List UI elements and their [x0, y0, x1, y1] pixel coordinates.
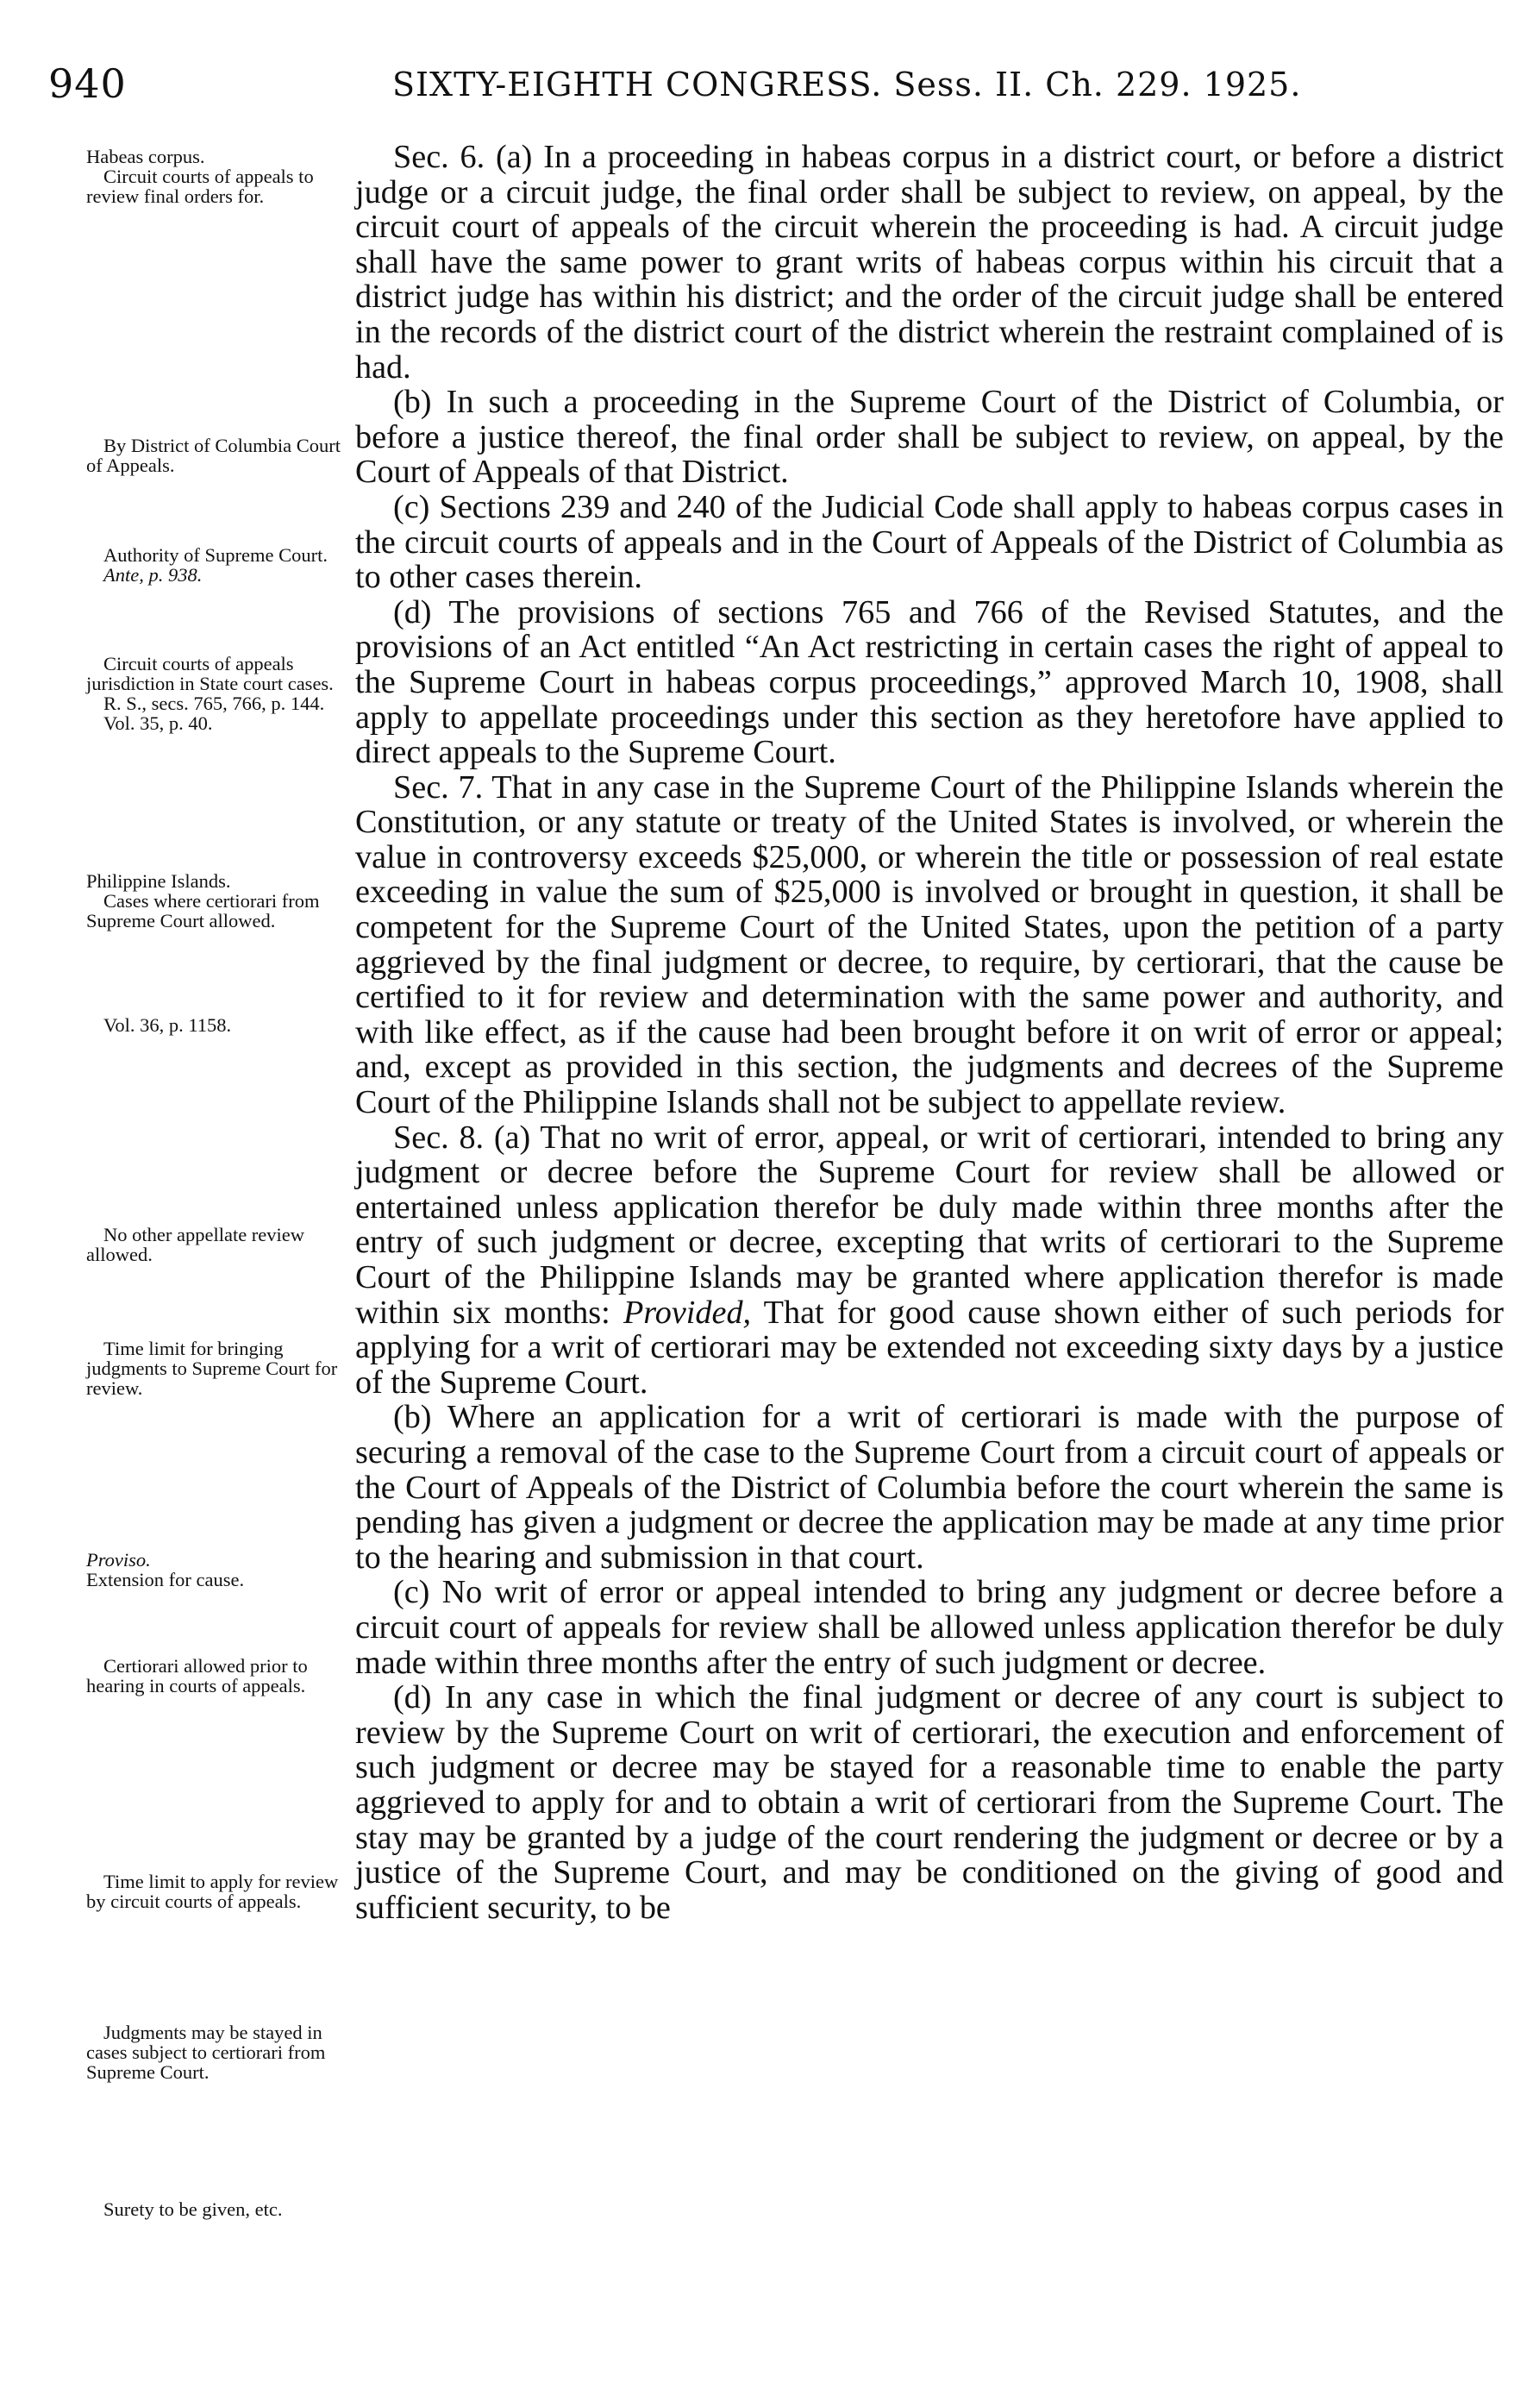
section-8-a-text: Sec. 8. (a) That no writ of error, appeal, or writ of certiorari, intended to bring any judgment or decree before the Supreme Court for review shall be allowed or entertained unless application therefor be duly made within three months after the entry of such judgment or decree, excepting that writs of certiorari to the Supreme Court of the Philippine Islands may be granted where application therefor is made within six months: [355, 1119, 1504, 1331]
margin-note-heading: Philippine Islands. [86, 870, 231, 892]
section-8-c: (c) No writ of error or appeal intended to bring any judgment or decree before a circuit court of appeals for review shall be allowed unless application therefor be duly made within three months after the entry of such judgment or decree. [355, 1574, 1504, 1681]
section-7: Sec. 7. That in any case in the Supreme Court of the Philippine Islands wherein the Constitution, or any statute or treaty of the United States is involved, or wherein the value in controversy exceeds $25,000, or wherein the title or possession of real estate exceeding in value the sum of $25,000 is involved or brought in question, it shall be competent for the Supreme Court of the United States, upon the petition of a party aggrieved by the final judgment or decree, to require, by certiorari, that the cause be certified to it for review and determination with the same power and authority, and with like effect, as if the cause had been brought before it on writ of error or appeal; and, except as provided in this section, the judgments and decrees of the Supreme Court of the Philippine Islands shall not be subject to appellate review. [355, 768, 1504, 1121]
margin-note-volume-36 [86, 1015, 354, 1035]
margin-note-surety [86, 2199, 354, 2219]
margin-note-text: Time limit for bringing judgments to Supreme Court for review. [86, 1338, 338, 1399]
margin-note-text: Judgments may be stayed in cases subject to certiorari from Supreme Court. [86, 2022, 326, 2083]
margin-note-text: Authority of Supreme Court. [103, 544, 328, 566]
section-6-c: (c) Sections 239 and 240 of the Judicial Code shall apply to habeas corpus cases in the circuit courts of appeals and in the Court of Appeals of the District of Columbia as to other cases therein. [355, 488, 1504, 596]
margin-note-text: Extension for cause. [86, 1569, 245, 1590]
statute-body [355, 140, 1504, 1925]
section-6-d: (d) The provisions of sections 765 and 766 of the Revised Statutes, and the provisions of an Act entitled “An Act restricting in certain cases the right of appeal to the Supreme Court in habeas corpus proceedings,” approved March 10, 1908, shall apply to appellate proceedings under this section as they heretofore have applied to direct appeals to the Supreme Court. [355, 593, 1504, 771]
margin-note-citation: Vol. 36, p. 1158. [103, 1014, 232, 1036]
margin-note-supreme-court-authority [86, 545, 354, 585]
margin-note-proviso [86, 1550, 354, 1590]
margin-note-text: Certiorari allowed prior to hearing in courts of appeals. [86, 1655, 308, 1696]
margin-note-text: Circuit courts of appeals to review final orders for. [86, 166, 314, 207]
section-8-b: (b) Where an application for a writ of certiorari is made with the purpose of securing a removal of the case to the Supreme Court from a circuit court of appeals or the Court of Appeals of the District of Columbia before the court wherein the same is pending has given a judgment or decree the application may be made at any time prior to the hearing and submission in that court. [355, 1399, 1504, 1576]
margin-note-heading: Habeas corpus. [86, 146, 205, 167]
margin-note-text: Time limit to apply for review by circuit courts of appeals. [86, 1871, 339, 1912]
margin-note-citation: R. S., secs. 765, 766, p. 144. [103, 693, 325, 714]
section-8-a-proviso-text: That for good cause shown either of such periods for applying for a writ of certiorari may be extended not exceeding sixty days by a justice of the Supreme Court. [355, 1294, 1504, 1401]
page-number: 940 [48, 60, 127, 107]
margin-note-philippine-islands [86, 871, 354, 931]
margin-note-text: Surety to be given, etc. [103, 2198, 283, 2220]
margin-note-district-of-columbia [86, 436, 354, 475]
section-8-a [355, 1120, 1504, 1401]
section-8-d: (d) In any case in which the final judgment or decree of any court is subject to review by the Supreme Court on writ of certiorari, the execution and enforcement of such judgment or decree may be stayed for a reasonable time to enable the party aggrieved to apply for and to obtain a writ of certiorari from the Supreme Court. The stay may be granted by a judge of the court rendering the judgment or decree or by a justice of the Supreme Court, and may be conditioned on the giving of good and sufficient security, to be [355, 1679, 1504, 1926]
margin-note-citation: Ante, p. 938. [103, 564, 203, 586]
margin-note-text: No other appellate review allowed. [86, 1224, 305, 1265]
margin-note-citation: Vol. 35, p. 40. [103, 712, 213, 734]
margin-note-judgments-stayed [86, 2022, 354, 2082]
margin-note-text: Cases where certiorari from Supreme Court allowed. [86, 890, 320, 931]
section-6-a: Sec. 6. (a) In a proceeding in habeas corpus in a district court, or before a district judge or a circuit judge, the final order shall be subject to review, on appeal, by the circuit court of appeals of the circuit wherein the proceeding is had. A circuit judge shall have the same power to grant writs of habeas corpus within his circuit that a district judge has within his district; and the order of the circuit judge shall be entered in the records of the district court of the district wherein the restraint complained of is had. [355, 139, 1504, 386]
running-head: SIXTY-EIGHTH CONGRESS. Sess. II. Ch. 229. 1925. [392, 66, 1302, 103]
margin-note-time-limit-supreme [86, 1339, 354, 1398]
margin-note-text: Circuit courts of appeals jurisdiction in State court cases. [86, 653, 334, 694]
margin-note-time-limit-circuit [86, 1872, 354, 1911]
proviso-word: Provided, [623, 1294, 752, 1331]
margin-note-text: By District of Columbia Court of Appeals. [86, 435, 341, 476]
margin-note-heading: Proviso. [86, 1549, 151, 1571]
margin-note-certiorari-prior [86, 1656, 354, 1696]
margin-note-state-court-cases [86, 654, 354, 733]
page-header [0, 60, 1533, 112]
margin-note-habeas-corpus [86, 147, 354, 206]
section-6-b: (b) In such a proceeding in the Supreme Court of the District of Columbia, or before a justice thereof, the final order shall be subject to review, on appeal, by the Court of Appeals of that District. [355, 384, 1504, 491]
margin-note-no-appellate-review [86, 1225, 354, 1264]
